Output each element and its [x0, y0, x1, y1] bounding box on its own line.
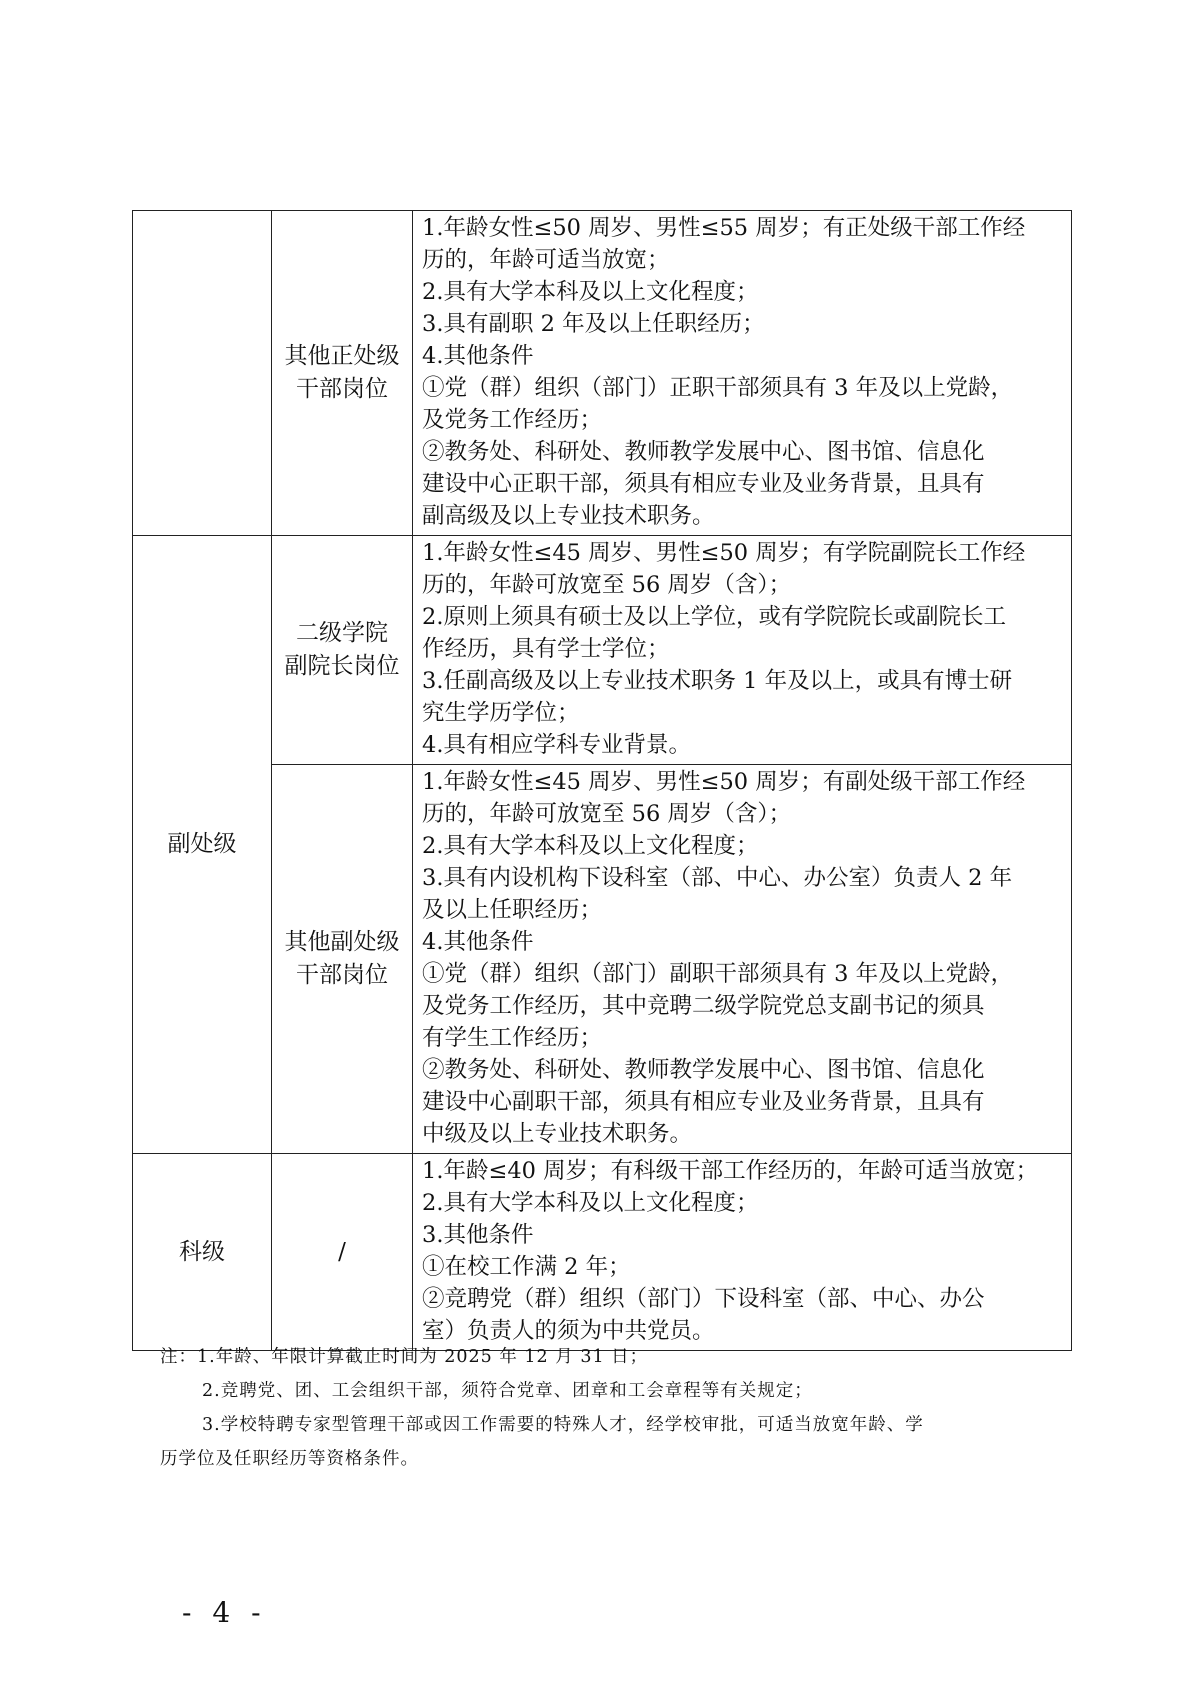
condition-line: ②教务处、科研处、教师教学发展中心、图书馆、信息化: [422, 1057, 985, 1083]
page-number: - 4 -: [182, 1596, 267, 1629]
condition-line: 及党务工作经历，其中竞聘二级学院党总支副书记的须具: [422, 993, 985, 1019]
condition-line: 2.具有大学本科及以上文化程度；: [422, 1190, 759, 1216]
condition-line: 4.其他条件: [422, 343, 534, 369]
condition-line: 历的，年龄可适当放宽；: [422, 247, 670, 273]
condition-line: 2.原则上须具有硕士及以上学位，或有学院院长或副院长工: [422, 604, 1006, 630]
position-line: 干部岗位: [296, 376, 388, 402]
condition-line: 1.年龄≤40 周岁；有科级干部工作经历的，年龄可适当放宽；: [422, 1158, 1039, 1184]
table-row: [133, 536, 1072, 765]
condition-line: 建设中心正职干部，须具有相应专业及业务背景，且具有: [422, 471, 985, 497]
table-body: [133, 211, 1072, 1351]
condition-line: 1.年龄女性≤50 周岁、男性≤55 周岁；有正处级干部工作经: [422, 215, 1026, 241]
table-row: [133, 765, 1072, 1154]
note-3-continued: 历学位及任职经历等资格条件。: [160, 1449, 419, 1469]
table-row: [133, 211, 1072, 536]
condition-line: 2.具有大学本科及以上文化程度；: [422, 833, 759, 859]
qualification-table: [132, 210, 1072, 1351]
conditions-cell: [413, 211, 1072, 536]
condition-line: ②竞聘党（群）组织（部门）下设科室（部、中心、办公: [422, 1286, 985, 1312]
condition-line: 室）负责人的须为中共党员。: [422, 1318, 715, 1344]
conditions-cell: [413, 536, 1072, 765]
level-cell-empty: [133, 211, 272, 536]
condition-line: 历的，年龄可放宽至 56 周岁（含）；: [422, 572, 792, 598]
condition-line: ①在校工作满 2 年；: [422, 1254, 631, 1280]
table-row: [133, 1154, 1072, 1351]
condition-line: 有学生工作经历；: [422, 1025, 603, 1051]
position-line: 二级学院: [296, 620, 388, 646]
position-line: 副院长岗位: [284, 653, 400, 679]
condition-line: 4.具有相应学科专业背景。: [422, 732, 691, 758]
condition-line: 2.具有大学本科及以上文化程度；: [422, 279, 759, 305]
position-cell: [272, 765, 413, 1154]
note-1: 注：1.年龄、年限计算截止时间为 2025 年 12 月 31 日；: [160, 1347, 649, 1367]
note-2: 2.竞聘党、团、工会组织干部，须符合党章、团章和工会章程等有关规定；: [202, 1381, 813, 1401]
condition-line: 3.具有内设机构下设科室（部、中心、办公室）负责人 2 年: [422, 865, 1013, 891]
position-cell: [272, 536, 413, 765]
note-3: 3.学校特聘专家型管理干部或因工作需要的特殊人才，经学校审批，可适当放宽年龄、学: [202, 1415, 924, 1435]
condition-line: 及党务工作经历；: [422, 407, 603, 433]
condition-line: 建设中心副职干部，须具有相应专业及业务背景，且具有: [422, 1089, 985, 1115]
condition-line: 3.其他条件: [422, 1222, 534, 1248]
condition-line: 中级及以上专业技术职务。: [422, 1121, 693, 1147]
condition-line: 究生学历学位；: [422, 700, 580, 726]
level-cell: 科级: [133, 1154, 272, 1351]
condition-line: 及以上任职经历；: [422, 897, 603, 923]
position-line: 干部岗位: [296, 962, 388, 988]
condition-line: 副高级及以上专业技术职务。: [422, 503, 715, 529]
conditions-cell: [413, 765, 1072, 1154]
position-line: 其他正处级: [284, 343, 400, 369]
position-cell: [272, 1154, 413, 1351]
condition-line: 历的，年龄可放宽至 56 周岁（含）；: [422, 801, 792, 827]
condition-line: ①党（群）组织（部门）正职干部须具有 3 年及以上党龄，: [422, 375, 1014, 401]
condition-line: ②教务处、科研处、教师教学发展中心、图书馆、信息化: [422, 439, 985, 465]
condition-line: 1.年龄女性≤45 周岁、男性≤50 周岁；有学院副院长工作经: [422, 540, 1026, 566]
position-line: /: [338, 1238, 346, 1265]
level-cell: 副处级: [133, 536, 272, 1154]
condition-line: 3.任副高级及以上专业技术职务 1 年及以上，或具有博士研: [422, 668, 1013, 694]
conditions-cell: [413, 1154, 1072, 1351]
condition-line: ①党（群）组织（部门）副职干部须具有 3 年及以上党龄，: [422, 961, 1014, 987]
condition-line: 4.其他条件: [422, 929, 534, 955]
condition-line: 1.年龄女性≤45 周岁、男性≤50 周岁；有副处级干部工作经: [422, 769, 1026, 795]
condition-line: 作经历，具有学士学位；: [422, 636, 670, 662]
condition-line: 3.具有副职 2 年及以上任职经历；: [422, 311, 765, 337]
notes: [160, 1340, 1040, 1476]
position-cell: [272, 211, 413, 536]
position-line: 其他副处级: [284, 929, 400, 955]
